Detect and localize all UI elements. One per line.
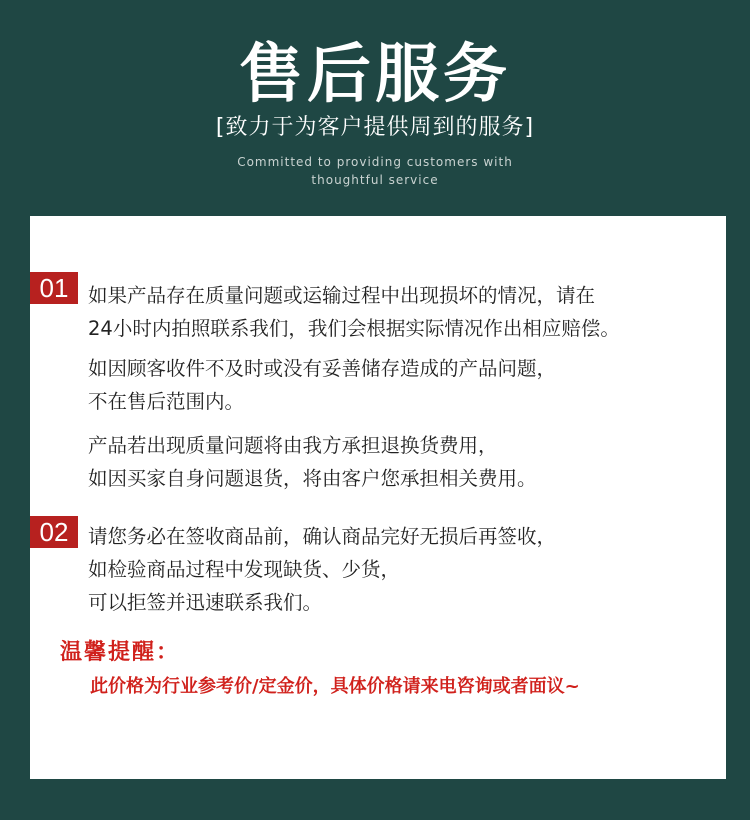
section2-paragraph1: [88, 520, 708, 619]
text-line: 如因顾客收件不及时或没有妥善储存造成的产品问题，: [88, 357, 557, 380]
text-line: 如果产品存在质量问题或运输过程中出现损坏的情况，请在: [88, 284, 596, 307]
text-line: 不在售后范围内。: [88, 390, 245, 413]
header: [0, 0, 750, 215]
section1-paragraph3: [88, 429, 708, 495]
content-panel: [30, 216, 726, 779]
text-line: 24小时内拍照联系我们，我们会根据实际情况作出相应赔偿。: [88, 317, 620, 340]
section-badge-02: 02: [30, 516, 78, 548]
english-tagline-line1: Committed to providing customers with: [237, 155, 513, 169]
section1-paragraph2: [88, 352, 708, 418]
reminder-text: 此价格为行业参考价/定金价，具体价格请来电咨询或者面议~: [90, 676, 580, 697]
section-badge-01: 01: [30, 272, 78, 304]
text-line: 产品若出现质量问题将由我方承担退换货费用，: [88, 434, 498, 457]
english-tagline: [0, 153, 750, 189]
page-title: 售后服务: [239, 38, 511, 112]
text-line: 可以拒签并迅速联系我们。: [88, 591, 323, 614]
text-line: 如因买家自身问题退货，将由客户您承担相关费用。: [88, 467, 537, 490]
page-subtitle: [致力于为客户提供周到的服务]: [215, 115, 535, 140]
section1-paragraph1: [88, 279, 708, 345]
english-tagline-line2: thoughtful service: [311, 173, 439, 187]
text-line: 如检验商品过程中发现缺货、少货，: [88, 558, 401, 581]
text-line: 请您务必在签收商品前，确认商品完好无损后再签收，: [88, 525, 557, 548]
reminder-title: 温馨提醒：: [60, 640, 181, 665]
